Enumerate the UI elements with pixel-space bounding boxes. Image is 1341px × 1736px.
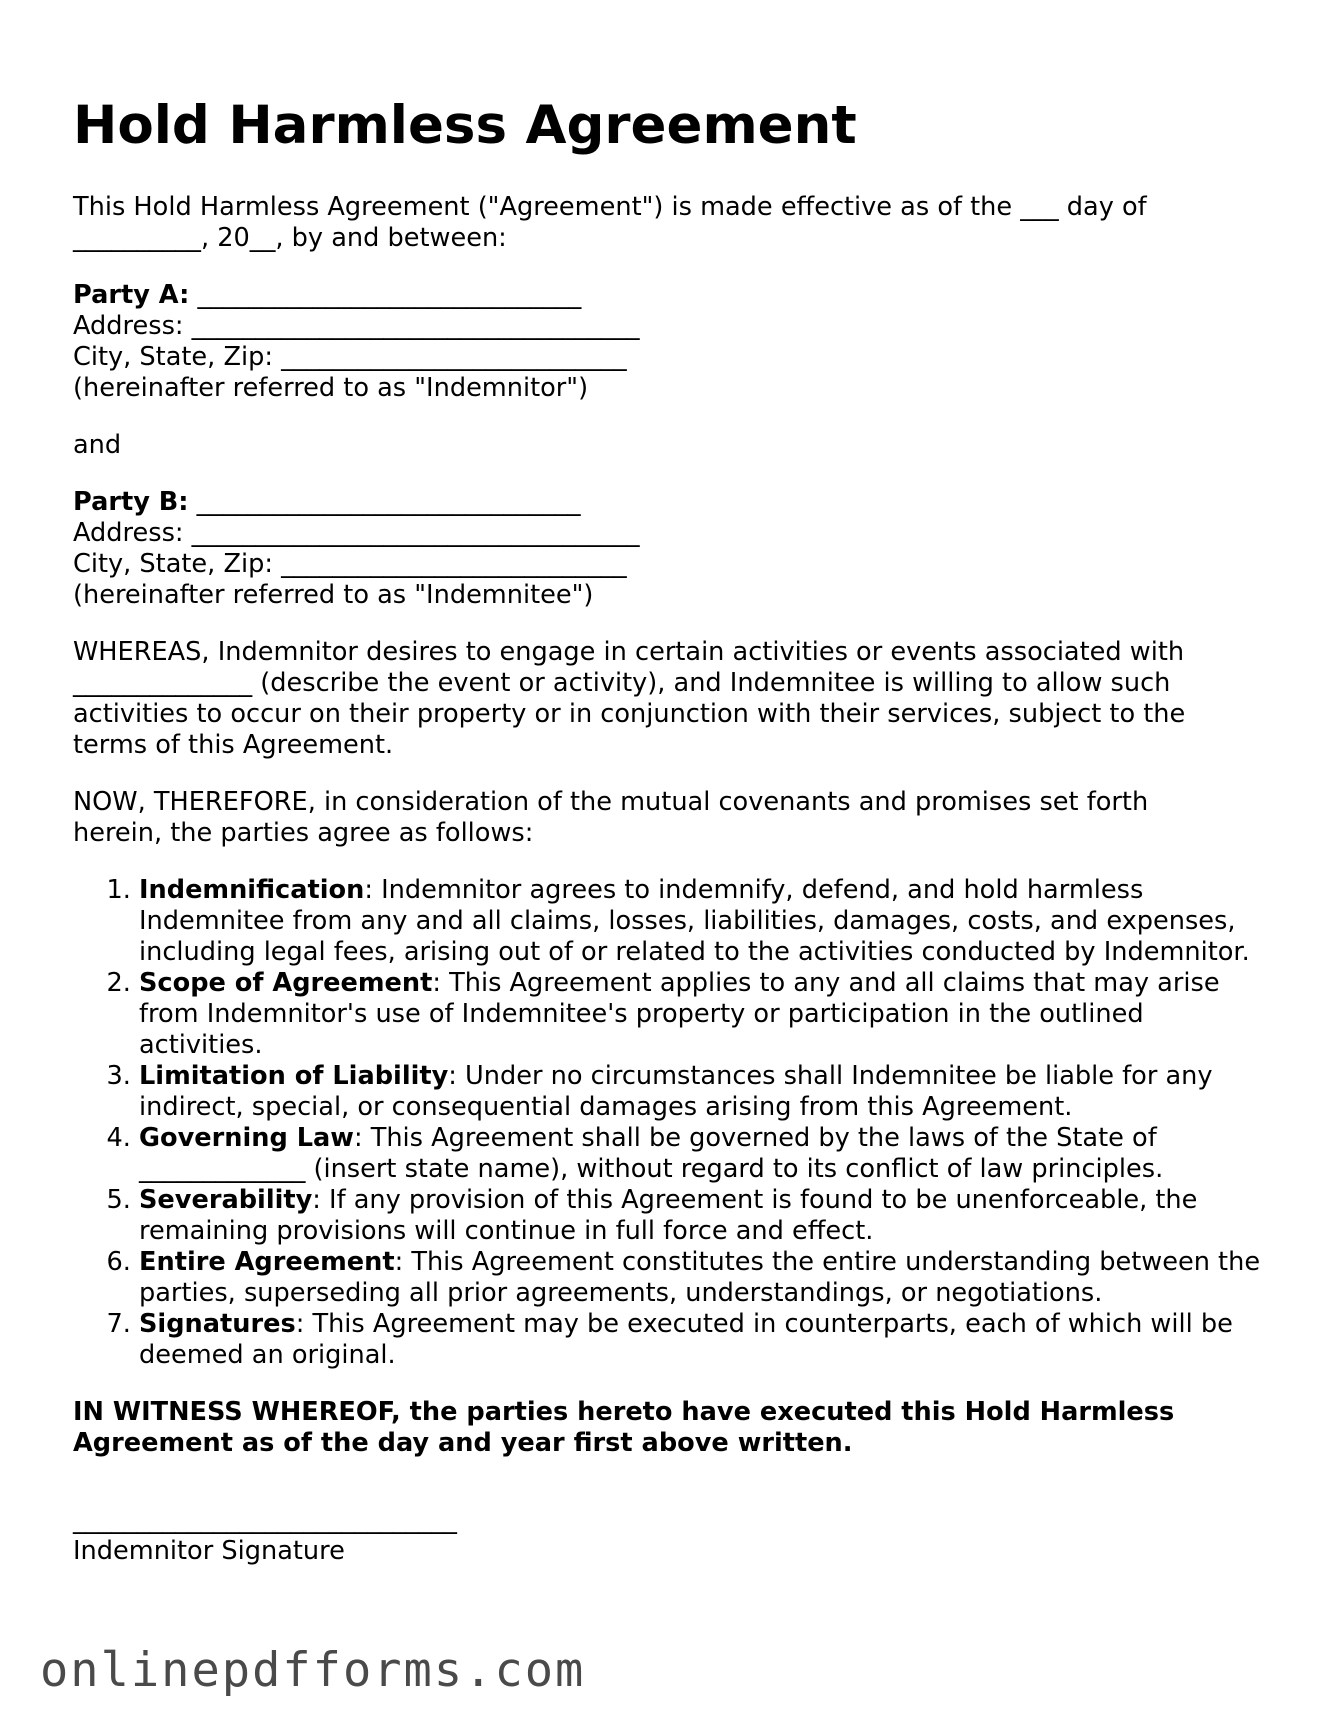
whereas-line-3: activities to occur on their property or in conjunction with their services, subject to the (73, 699, 1186, 729)
signature-block (73, 1505, 1273, 1567)
clause-title: Limitation of Liability (139, 1061, 449, 1091)
whereas-line-2: ______________ (describe the event or activity), and Indemnitee is willing to allow such (73, 668, 1171, 698)
and-text: and (73, 430, 122, 460)
clause-text: : This Agreement may be executed in counterparts, each of which will be deemed an original. (139, 1309, 1233, 1370)
clause-item (139, 968, 1273, 1061)
clause-item (139, 1061, 1273, 1123)
clause-title: Signatures (139, 1309, 296, 1339)
party-b-name-line (73, 487, 1273, 518)
witness-paragraph (73, 1397, 1273, 1459)
party-a-address: Address: ___________________________________ (73, 311, 640, 341)
clause-text: : This Agreement constitutes the entire understanding between the parties, superseding all prior agreements, understandings, or negotiations. (139, 1247, 1261, 1308)
party-b-block (73, 487, 1273, 611)
clause-title: Severability (139, 1185, 313, 1215)
now-therefore-paragraph (73, 787, 1273, 849)
intro-paragraph (73, 192, 1273, 254)
clause-title: Governing Law (139, 1123, 354, 1153)
now-therefore-line-2: herein, the parties agree as follows: (73, 818, 534, 848)
clause-text: : This Agreement shall be governed by the laws of the State of _____________ (insert state name), without regard to its conflict of law principles. (139, 1123, 1164, 1184)
clause-item (139, 1185, 1273, 1247)
clause-item (139, 1123, 1273, 1185)
clause-text: : Under no circumstances shall Indemnitee be liable for any indirect, special, or consequential damages arising from this Agreement. (139, 1061, 1213, 1122)
now-therefore-line-1: NOW, THEREFORE, in consideration of the mutual covenants and promises set forth (73, 787, 1149, 817)
party-b-name-blank: ______________________________ (188, 487, 581, 517)
clause-item (139, 1247, 1273, 1309)
whereas-line-4: terms of this Agreement. (73, 730, 394, 760)
clause-item (139, 875, 1273, 968)
party-a-referred: (hereinafter referred to as "Indemnitor") (73, 373, 589, 403)
intro-line-2: __________, 20__, by and between: (73, 223, 507, 253)
clause-text: : Indemnitor agrees to indemnify, defend, and hold harmless Indemnitee from any and all claims, losses, liabilities, damages, costs, and expenses, including legal fees, arising out of or related to the activities conducted by Indemnitor. (139, 875, 1250, 967)
signature-label: Indemnitor Signature (73, 1536, 345, 1566)
clause-text: : If any provision of this Agreement is found to be unenforceable, the remaining provisions will continue in full force and effect. (139, 1185, 1198, 1246)
party-b-referred: (hereinafter referred to as "Indemnitee") (73, 580, 594, 610)
party-a-name-line (73, 280, 1273, 311)
document-body (73, 192, 1273, 1567)
clause-title: Scope of Agreement (139, 968, 433, 998)
clause-item (139, 1309, 1273, 1371)
clauses-list (73, 875, 1273, 1371)
party-a-city: City, State, Zip: ___________________________ (73, 342, 627, 372)
witness-line-2: Agreement as of the day and year first above written. (73, 1428, 853, 1458)
watermark-text: onlinepdfforms.com (40, 1643, 586, 1698)
whereas-paragraph (73, 637, 1273, 761)
witness-line-1: IN WITNESS WHEREOF, the parties hereto have executed this Hold Harmless (73, 1397, 1175, 1427)
clause-title: Indemnification (139, 875, 365, 905)
intro-line-1: This Hold Harmless Agreement ("Agreement") is made effective as of the ___ day of (73, 192, 1147, 222)
party-a-block (73, 280, 1273, 404)
party-b-address: Address: ___________________________________ (73, 518, 640, 548)
clause-title: Entire Agreement (139, 1247, 395, 1277)
whereas-line-1: WHEREAS, Indemnitor desires to engage in certain activities or events associated with (73, 637, 1185, 667)
clause-text: : This Agreement applies to any and all claims that may arise from Indemnitor's use of Indemnitee's property or participation in the outlined activities. (139, 968, 1220, 1060)
party-a-label: Party A: (73, 280, 190, 310)
party-b-city: City, State, Zip: ___________________________ (73, 549, 627, 579)
signature-line[interactable]: ______________________________ (73, 1505, 457, 1535)
party-a-name-blank: ______________________________ (189, 280, 582, 310)
party-b-label: Party B: (73, 487, 189, 517)
document-title: Hold Harmless Agreement (73, 95, 857, 156)
